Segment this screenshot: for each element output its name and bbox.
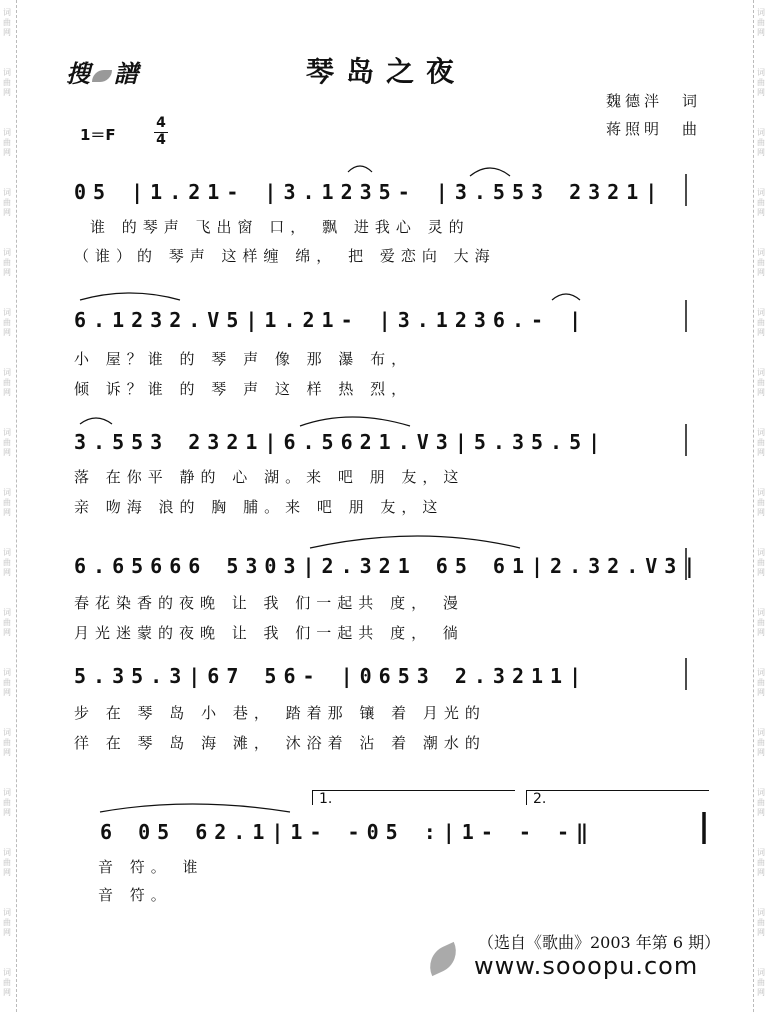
margin-watermark-glyph: 曲	[757, 138, 765, 147]
margin-watermark-glyph: 词	[3, 728, 11, 737]
source-citation: （选自《歌曲》2003 年第 6 期）	[478, 933, 721, 952]
margin-watermark-glyph: 网	[757, 208, 765, 217]
margin-watermark-glyph: 曲	[757, 78, 765, 87]
margin-watermark-glyph: 曲	[757, 318, 765, 327]
margin-watermark-glyph: 词	[757, 668, 765, 677]
margin-watermark-glyph: 网	[757, 928, 765, 937]
leaf-logo-icon	[426, 942, 466, 978]
margin-watermark-glyph: 曲	[757, 738, 765, 747]
margin-watermark-glyph: 网	[3, 568, 11, 577]
margin-watermark-glyph: 词	[757, 968, 765, 977]
margin-watermark-glyph: 词	[757, 428, 765, 437]
margin-watermark-glyph: 网	[757, 508, 765, 517]
margin-watermark-glyph: 曲	[757, 918, 765, 927]
margin-watermark-glyph: 曲	[3, 138, 11, 147]
margin-watermark-glyph: 网	[3, 88, 11, 97]
margin-watermark-glyph: 网	[757, 988, 765, 997]
margin-watermark-glyph: 词	[3, 68, 11, 77]
slur	[470, 168, 510, 176]
margin-watermark-glyph: 曲	[757, 198, 765, 207]
margin-watermark-glyph: 网	[757, 808, 765, 817]
score-line-5-lyric-1: 步 在 琴 岛 小 巷， 踏着那 镶 着 月光的	[74, 704, 486, 722]
margin-watermark-glyph: 网	[3, 868, 11, 877]
margin-watermark-glyph: 词	[757, 68, 765, 77]
margin-watermark-glyph: 词	[3, 8, 11, 17]
sooopu-logo: 搜 譜	[66, 60, 138, 88]
margin-watermark-glyph: 网	[3, 508, 11, 517]
margin-watermark-glyph: 词	[757, 608, 765, 617]
margin-watermark-glyph: 网	[757, 148, 765, 157]
score-line-5-lyric-2: 徉 在 琴 岛 海 滩， 沐浴着 沾 着 潮水的	[74, 734, 486, 752]
margin-watermark-glyph: 网	[757, 328, 765, 337]
margin-watermark-glyph: 词	[3, 908, 11, 917]
score-line-3-lyric-1: 落 在你平 静的 心 湖。来 吧 朋 友，这	[74, 468, 465, 486]
margin-watermark-glyph: 网	[757, 28, 765, 37]
slur	[80, 418, 112, 424]
margin-watermark-glyph: 网	[757, 88, 765, 97]
score-line-3-lyric-2: 亲 吻海 浪的 胸 脯。来 吧 朋 友，这	[74, 498, 444, 516]
score-line-6-notes: 6 05 62.1|1- -05 :|1- - -‖	[100, 820, 596, 844]
score-line-2-notes: 6.1232.V5|1.21- |3.1236.- |	[74, 308, 589, 332]
website-url[interactable]: www.sooopu.com	[474, 952, 699, 980]
margin-watermark-glyph: 词	[3, 968, 11, 977]
margin-watermark-glyph: 词	[3, 788, 11, 797]
margin-watermark-glyph: 曲	[757, 498, 765, 507]
margin-watermark-glyph: 曲	[757, 678, 765, 687]
score-line-6-lyric-2: 音 符。	[98, 886, 172, 904]
margin-watermark-glyph: 词	[757, 248, 765, 257]
slur	[300, 417, 410, 426]
margin-watermark-glyph: 网	[757, 388, 765, 397]
margin-watermark-glyph: 曲	[3, 438, 11, 447]
margin-watermark-glyph: 曲	[757, 978, 765, 987]
margin-watermark-glyph: 词	[757, 188, 765, 197]
score-line-1-notes: 05 |1.21- |3.1235- |3.553 2321|	[74, 180, 665, 204]
margin-watermark-glyph: 词	[757, 308, 765, 317]
margin-watermark-glyph: 曲	[3, 978, 11, 987]
slur	[310, 536, 520, 548]
margin-watermark-glyph: 词	[3, 548, 11, 557]
margin-watermark-glyph: 网	[3, 628, 11, 637]
margin-watermark-glyph: 曲	[3, 78, 11, 87]
margin-watermark-glyph: 词	[757, 788, 765, 797]
song-title: 琴岛之夜	[306, 55, 467, 88]
margin-watermark-glyph: 曲	[757, 258, 765, 267]
margin-watermark-glyph: 曲	[3, 198, 11, 207]
margin-watermark-glyph: 网	[3, 208, 11, 217]
margin-watermark-glyph: 曲	[3, 918, 11, 927]
margin-watermark-glyph: 曲	[3, 558, 11, 567]
score-line-4-lyric-1: 春花染香的夜晚 让 我 们一起共 度， 漫	[74, 594, 464, 612]
score-line-4-lyric-2: 月光迷蒙的夜晚 让 我 们一起共 度， 徜	[74, 624, 464, 642]
score-line-3-notes: 3.553 2321|6.5621.V3|5.35.5|	[74, 430, 608, 454]
margin-watermark-glyph: 词	[757, 8, 765, 17]
margin-watermark-glyph: 曲	[3, 798, 11, 807]
margin-watermark-glyph: 曲	[3, 18, 11, 27]
margin-watermark-glyph: 网	[3, 328, 11, 337]
lyricist-credit: 魏德泮 词	[606, 92, 702, 110]
score-line-1-lyric-1: 谁 的琴声 飞出窗 口， 飘 进我心 灵的	[90, 218, 470, 236]
margin-watermark-glyph: 词	[3, 128, 11, 137]
margin-watermark-glyph: 词	[3, 428, 11, 437]
slur	[552, 294, 580, 300]
margin-watermark-glyph: 曲	[757, 18, 765, 27]
margin-watermark-glyph: 曲	[3, 498, 11, 507]
margin-watermark-glyph: 网	[757, 268, 765, 277]
margin-watermark-glyph: 网	[3, 808, 11, 817]
second-ending-bracket: 2.	[526, 790, 709, 805]
margin-watermark-glyph: 曲	[757, 858, 765, 867]
margin-watermark-glyph: 网	[3, 388, 11, 397]
time-signature: 4 4	[154, 116, 168, 148]
score-line-2-lyric-2: 倾 诉？谁 的 琴 声 这 样 热 烈，	[74, 380, 413, 398]
first-ending-bracket: 1.	[312, 790, 515, 805]
score-line-1-lyric-2: （谁）的 琴声 这样缠 绵， 把 爱恋向 大海	[74, 247, 496, 265]
margin-watermark-glyph: 网	[3, 268, 11, 277]
score-line-6-lyric-1: 音 符。 谁	[98, 858, 204, 876]
margin-watermark-glyph: 网	[757, 688, 765, 697]
margin-watermark-glyph: 网	[757, 448, 765, 457]
slur	[348, 166, 372, 172]
margin-watermark-glyph: 网	[757, 568, 765, 577]
margin-watermark-glyph: 曲	[3, 378, 11, 387]
margin-watermark-glyph: 曲	[757, 618, 765, 627]
score-line-5-notes: 5.35.3|67 56- |0653 2.3211|	[74, 664, 589, 688]
margin-watermark-glyph: 词	[3, 488, 11, 497]
margin-watermark-glyph: 词	[757, 848, 765, 857]
margin-watermark-glyph: 词	[757, 128, 765, 137]
margin-watermark-glyph: 曲	[3, 678, 11, 687]
margin-watermark-glyph: 词	[3, 368, 11, 377]
margin-watermark-glyph: 曲	[3, 618, 11, 627]
margin-watermark-glyph: 词	[757, 368, 765, 377]
margin-watermark-glyph: 网	[757, 868, 765, 877]
margin-watermark-glyph: 网	[3, 28, 11, 37]
margin-watermark-glyph: 曲	[3, 258, 11, 267]
margin-watermark-glyph: 词	[3, 248, 11, 257]
margin-watermark-glyph: 网	[3, 928, 11, 937]
margin-watermark-glyph: 词	[3, 608, 11, 617]
margin-watermark-glyph: 词	[3, 308, 11, 317]
margin-watermark-glyph: 网	[3, 748, 11, 757]
margin-watermark-glyph: 网	[757, 748, 765, 757]
margin-watermark-glyph: 网	[3, 988, 11, 997]
slur	[100, 804, 290, 812]
margin-watermark-glyph: 曲	[3, 738, 11, 747]
slur	[80, 293, 180, 300]
margin-watermark-glyph: 词	[3, 668, 11, 677]
margin-watermark-glyph: 曲	[3, 858, 11, 867]
margin-watermark-glyph: 曲	[757, 438, 765, 447]
margin-watermark-glyph: 曲	[757, 798, 765, 807]
margin-watermark-glyph: 词	[757, 908, 765, 917]
margin-watermark-glyph: 曲	[757, 558, 765, 567]
margin-watermark-glyph: 网	[3, 688, 11, 697]
margin-watermark-glyph: 曲	[3, 318, 11, 327]
margin-watermark-glyph: 网	[757, 628, 765, 637]
margin-watermark-glyph: 曲	[757, 378, 765, 387]
margin-watermark-glyph: 网	[3, 148, 11, 157]
composer-credit: 蒋照明 曲	[606, 120, 702, 138]
margin-watermark-glyph: 网	[3, 448, 11, 457]
margin-watermark-glyph: 词	[757, 548, 765, 557]
margin-watermark-glyph: 词	[757, 728, 765, 737]
score-line-2-lyric-1: 小 屋？谁 的 琴 声 像 那 瀑 布，	[74, 350, 413, 368]
margin-watermark-glyph: 词	[3, 848, 11, 857]
margin-watermark-glyph: 词	[3, 188, 11, 197]
margin-watermark-glyph: 词	[757, 488, 765, 497]
key-signature: 1＝F	[80, 126, 116, 144]
score-line-4-notes: 6.65666 5303|2.321 65 61|2.32.V3|	[74, 554, 703, 578]
